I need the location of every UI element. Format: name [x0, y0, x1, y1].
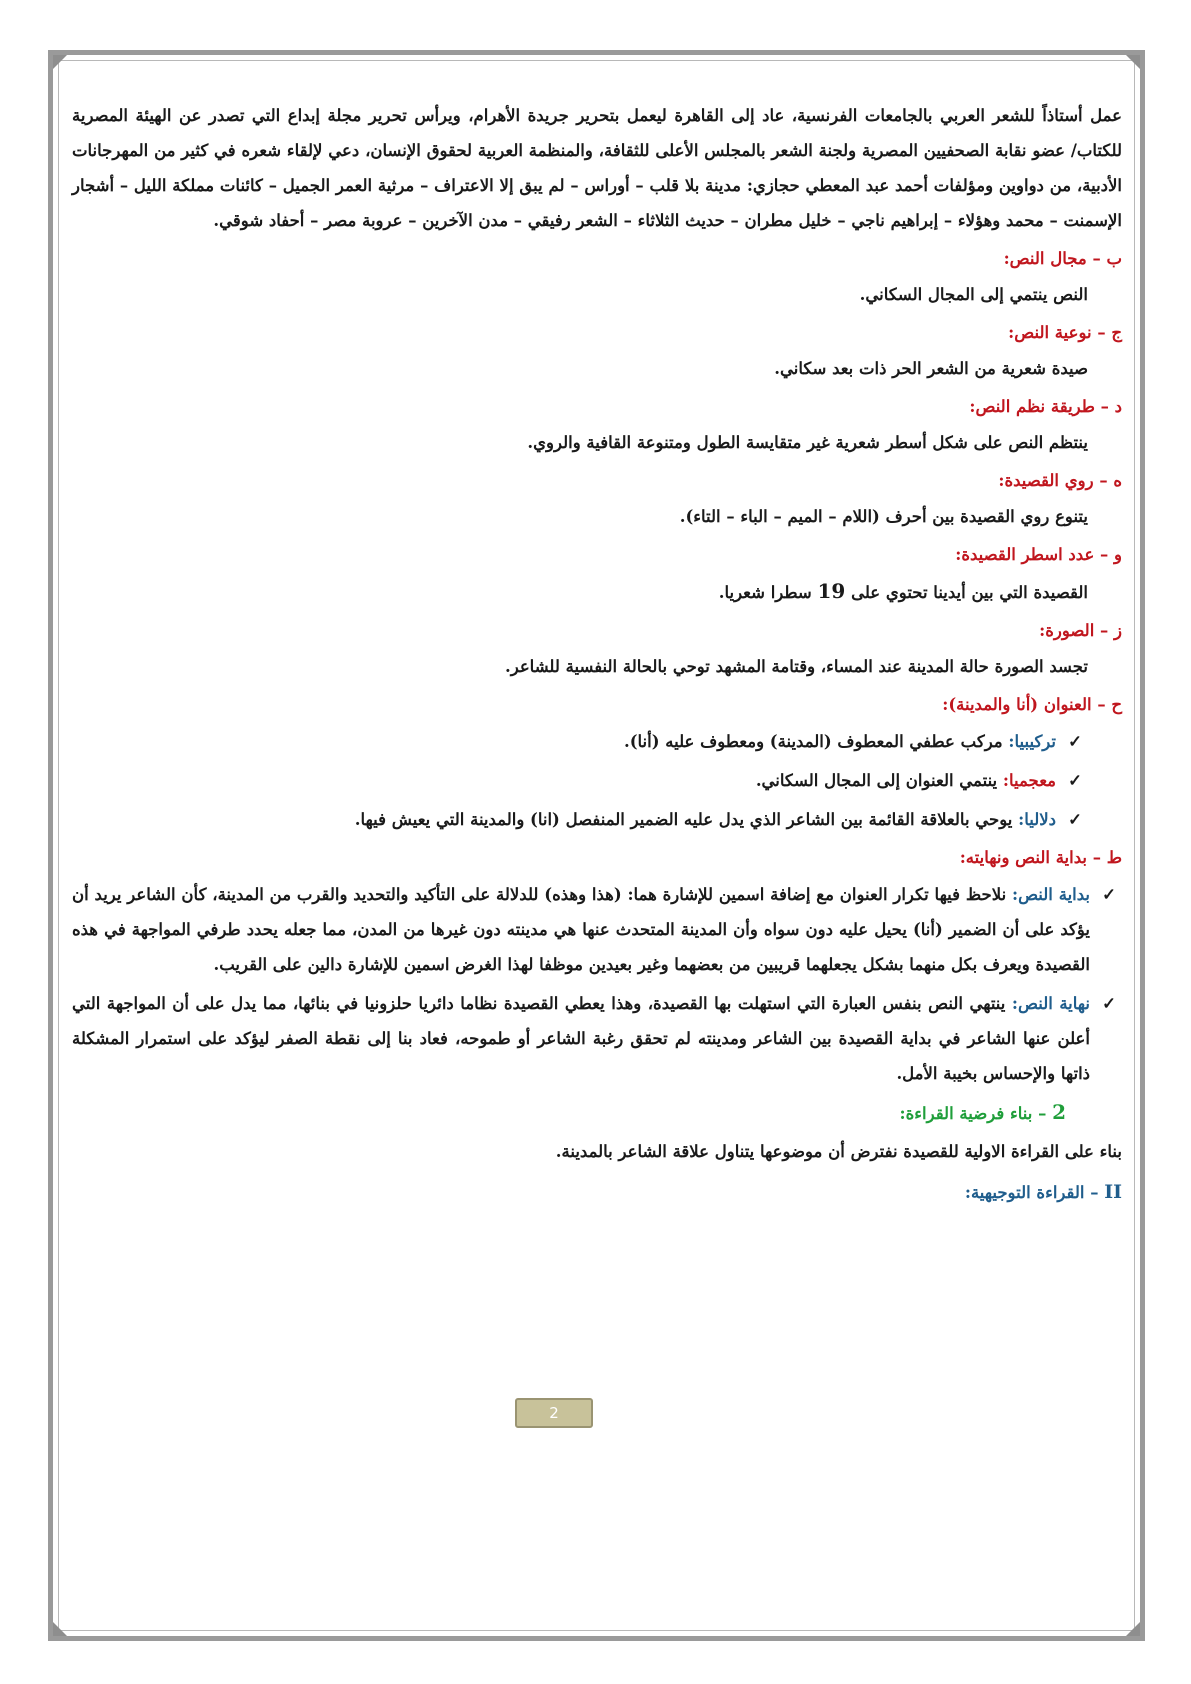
guided-reading-numeral: II — [1104, 1181, 1122, 1203]
text-type-body: صيدة شعرية من الشعر الحر ذات بعد سكاني. — [774, 359, 1088, 378]
line-count-body — [72, 574, 1088, 610]
check-icon: ✓ — [1068, 732, 1082, 751]
heading-imagery: ز – الصورة: — [1039, 621, 1122, 640]
heading-rhyme: ه – روي القصيدة: — [998, 471, 1122, 490]
imagery-body: تجسد الصورة حالة المدينة عند المساء، وقتامة المشهد توحي بالحالة النفسية للشاعر. — [504, 657, 1088, 676]
text-domain-body: النص ينتمي إلى المجال السكاني. — [859, 285, 1088, 304]
corner-ornament-bottom-right — [1126, 1622, 1140, 1636]
list-item — [72, 724, 1088, 759]
list-item — [72, 877, 1122, 982]
corner-ornament-bottom-left — [53, 1622, 67, 1636]
check-icon: ✓ — [1068, 810, 1082, 829]
list-item-term: دلاليا: — [1018, 810, 1056, 829]
list-item — [72, 986, 1122, 1091]
list-item-text: يوحي بالعلاقة القائمة بين الشاعر الذي يدل عليه الضمير المنفصل (انا) والمدينة التي يعيش فيها. — [354, 810, 1019, 829]
list-item-term: نهاية النص: — [1011, 994, 1090, 1013]
list-item — [72, 763, 1088, 798]
check-icon: ✓ — [1102, 885, 1116, 904]
heading-text-structure: د – طريقة نظم النص: — [969, 397, 1122, 416]
corner-ornament-top-left — [53, 55, 67, 69]
line-count-text-after: سطرا شعريا. — [718, 583, 818, 602]
heading-title-analysis: ح – العنوان (أنا والمدينة): — [942, 695, 1122, 714]
start-end-list — [72, 877, 1122, 1091]
text-structure-body: ينتظم النص على شكل أسطر شعرية غير متقايسة الطول ومتنوعة القافية والروي. — [527, 433, 1088, 452]
heading-text-domain: ب – مجال النص: — [1003, 249, 1122, 268]
list-item — [72, 802, 1088, 837]
list-item-text: نلاحظ فيها تكرار العنوان مع إضافة اسمين للإشارة هما: (هذا وهذه) للدلالة على التأكيد والتحديد والقرب من المدينة، كأن الشاعر يريد أن يؤكد على أن الضمير (أنا) يحيل عليه دون سواه وأن المدينة المتحدث عنها هي مدينته دون غيرها من المدن، مما جعله يحدد طرفي المواجهة في هذه القصيدة ويعرف بكل منهما بشكل يجعلهما قريبين من بعضهما وغير بعيدين موظفا لهذا الغرض اسمين للإشارة دالين على القريب. — [72, 885, 1090, 974]
list-item-text: ينتهي النص بنفس العبارة التي استهلت بها القصيدة، وهذا يعطي القصيدة نظاما دائريا حلزونيا في بنائها، مما يدل على أن المواجهة التي أعلن عنها الشاعر في بداية القصيدة بين الشاعر ومدينته لم تحقق رغبة الشاعر أو طموحه، فعاد بنا إلى نقطة الصفر ليؤكد على استمرار المشكلة ذاتها والإحساس بخيبة الأمل. — [72, 994, 1090, 1083]
page-content — [72, 98, 1122, 1210]
check-icon: ✓ — [1068, 771, 1082, 790]
title-analysis-list — [72, 724, 1122, 837]
list-item-term: بداية النص: — [1012, 885, 1090, 904]
list-item-term: تركيبيا: — [1008, 732, 1056, 751]
page-number-badge: 2 — [515, 1398, 593, 1428]
guided-reading-heading-text: – القراءة التوجيهية: — [964, 1183, 1105, 1202]
line-count-text-before: القصيدة التي بين أيدينا تحتوي على — [845, 583, 1088, 602]
line-count-number: 19 — [817, 579, 846, 603]
corner-ornament-top-right — [1126, 55, 1140, 69]
heading-text-type: ج – نوعية النص: — [1008, 323, 1122, 342]
heading-line-count: و – عدد اسطر القصيدة: — [955, 545, 1122, 564]
list-item-text: ينتمي العنوان إلى المجال السكاني. — [755, 771, 1003, 790]
list-item-term: معجميا: — [1002, 771, 1056, 790]
intro-paragraph: عمل أستاذاً للشعر العربي بالجامعات الفرنسية، عاد إلى القاهرة ليعمل بتحرير جريدة الأهرام، ويرأس تحرير مجلة إبداع التي تصدر عن الهيئة المصرية للكتاب/ عضو نقابة الصحفيين المصرية ولجنة الشعر بالمجلس الأعلى للثقافة، والمنظمة العربية لحقوق الإنسان، دعي لإلقاء شعره في كثير من المهرجانات الأدبية، من دواوين ومؤلفات أحمد عبد المعطي حجازي: مدينة بلا قلب – أوراس – لم يبق إلا الاعتراف – مرثية العمر الجميل – كائنات مملكة الليل – أشجار الإسمنت – محمد وهؤلاء – إبراهيم ناجي – خليل مطران – حديث الثلاثاء – الشعر رفيقي – مدن الآخرين – عروبة مصر – أحفاد شوقي. — [72, 106, 1122, 230]
heading-guided-reading — [72, 1175, 1122, 1210]
list-item-text: مركب عطفي المعطوف (المدينة) ومعطوف عليه (أنا). — [623, 732, 1009, 751]
hypothesis-heading-text: – بناء فرضية القراءة: — [899, 1104, 1053, 1123]
rhyme-body: يتنوع روي القصيدة بين أحرف (اللام – الميم – الباء – التاء). — [679, 507, 1088, 526]
check-icon: ✓ — [1102, 994, 1116, 1013]
hypothesis-body: بناء على القراءة الاولية للقصيدة نفترض أن موضوعها يتناول علاقة الشاعر بالمدينة. — [555, 1142, 1122, 1161]
heading-hypothesis — [72, 1095, 1066, 1131]
hypothesis-number: 2 — [1052, 1100, 1066, 1124]
heading-start-end: ط – بداية النص ونهايته: — [959, 848, 1122, 867]
